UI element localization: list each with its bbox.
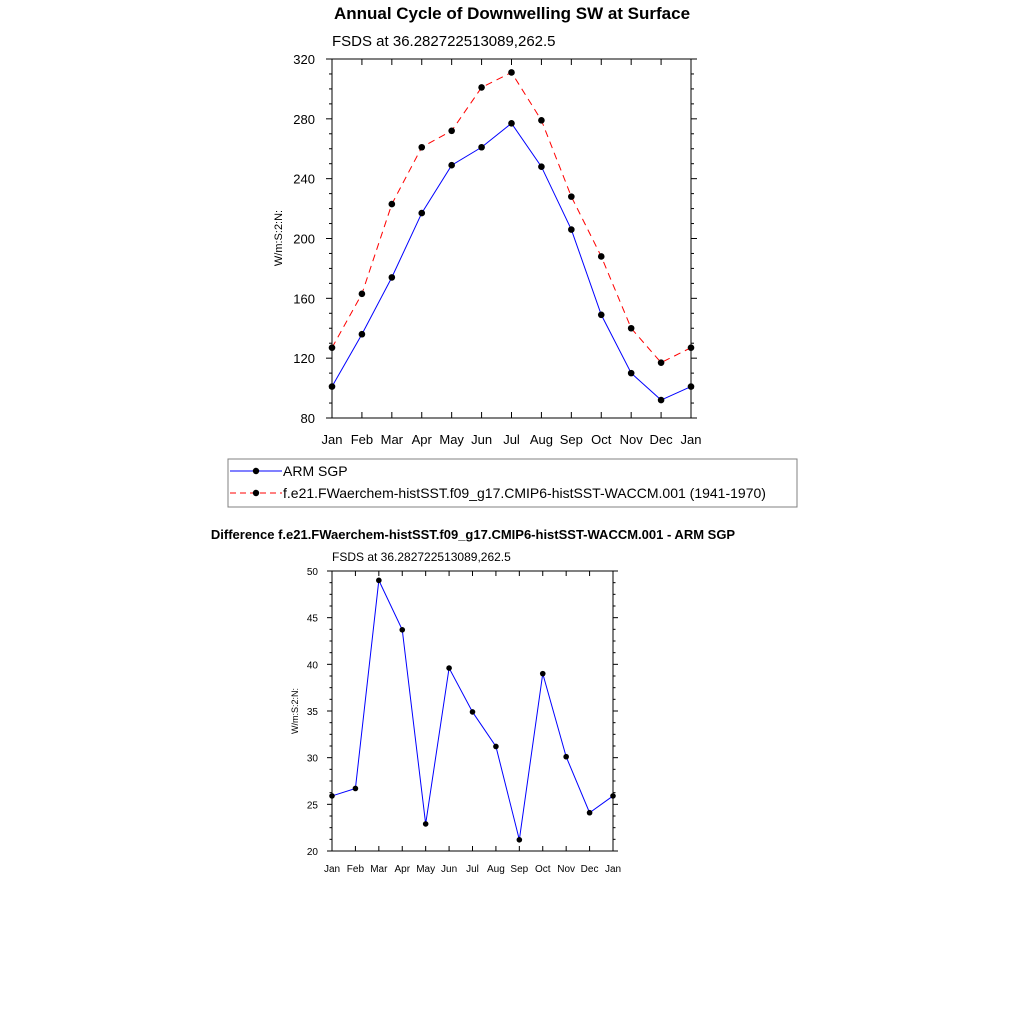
- top-series-0-point: [478, 144, 485, 151]
- top-series-1-point: [448, 128, 455, 135]
- top-plot-area: [293, 52, 701, 447]
- bottom-ytick-label: 20: [306, 847, 318, 858]
- top-xtick-label: Nov: [619, 432, 643, 447]
- bottom-series-0-point: [470, 709, 476, 715]
- top-series-1-point: [508, 69, 515, 76]
- top-chart-subtitle: FSDS at 36.282722513089,262.5: [332, 33, 556, 50]
- bottom-series-0-point: [540, 671, 546, 677]
- bottom-xtick-label: May: [416, 864, 436, 875]
- top-series-0-point: [359, 331, 366, 338]
- bottom-ytick-label: 45: [306, 613, 318, 625]
- top-series-0-point: [538, 163, 545, 170]
- legend-label-arm-sgp: ARM SGP: [283, 463, 348, 479]
- bottom-xtick-label: Mar: [370, 864, 388, 875]
- legend-label-model: f.e21.FWaerchem-histSST.f09_g17.CMIP6-histSST-WACCM.001 (1941-1970): [283, 485, 766, 501]
- bottom-series-0-point: [446, 665, 452, 671]
- top-series-0-point: [658, 397, 665, 404]
- top-xtick-label: May: [439, 432, 464, 447]
- bottom-series-0-point: [399, 627, 405, 633]
- top-xtick-label: Apr: [411, 432, 432, 447]
- bottom-ytick-label: 25: [306, 800, 318, 812]
- top-series-1-point: [418, 144, 425, 151]
- bottom-xtick-label: Feb: [346, 864, 365, 875]
- top-series-1-point: [688, 344, 695, 351]
- bottom-series-0-point: [423, 821, 429, 827]
- top-xtick-label: Jun: [471, 432, 493, 447]
- bottom-series-0-point: [493, 744, 499, 750]
- bottom-series-0-point: [610, 793, 616, 799]
- top-series-0-point: [389, 274, 396, 281]
- bottom-chart-title: Difference f.e21.FWaerchem-histSST.f09_g17.CMIP6-histSST-WACCM.001 - ARM SGP: [210, 527, 736, 542]
- top-series-0-point: [628, 370, 635, 377]
- top-xtick-label: Oct: [591, 432, 612, 447]
- top-series-0-point: [508, 120, 515, 127]
- top-ytick-label: 160: [293, 291, 315, 307]
- top-xtick-label: Mar: [380, 432, 404, 447]
- bottom-xtick-label: Jul: [466, 864, 479, 875]
- top-xtick-label: Feb: [350, 432, 374, 447]
- top-series-1-point: [628, 325, 635, 332]
- bottom-xtick-label: Jun: [441, 864, 458, 875]
- bottom-ytick-label: 50: [306, 567, 318, 578]
- top-ytick-label: 80: [300, 411, 315, 426]
- bottom-ytick-label: 40: [306, 660, 318, 672]
- top-chart-title: Annual Cycle of Downwelling SW at Surface: [333, 4, 691, 23]
- bottom-series-0-point: [587, 810, 593, 816]
- top-series-0-point: [448, 162, 455, 169]
- top-series-0-point: [688, 383, 695, 390]
- bottom-chart-ylabel: W/m:S:2:N:: [290, 687, 300, 735]
- top-xtick-label: Aug: [529, 432, 553, 447]
- legend: [228, 459, 797, 507]
- bottom-xtick-label: Apr: [394, 864, 411, 875]
- top-ytick-label: 320: [293, 52, 315, 67]
- bottom-series-0-point: [517, 837, 523, 843]
- top-chart-ylabel: W/m:S:2:N:: [273, 209, 285, 267]
- bottom-xtick-label: Oct: [534, 864, 551, 875]
- top-series-0-point: [568, 226, 575, 233]
- bottom-xtick-label: Jan: [604, 864, 622, 875]
- legend-marker-model: [253, 490, 259, 496]
- top-xtick-label: Dec: [649, 432, 673, 447]
- top-ytick-label: 120: [293, 351, 315, 367]
- bottom-xtick-label: Aug: [487, 864, 505, 875]
- top-xtick-label: Jan: [321, 432, 343, 447]
- bottom-ytick-label: 30: [306, 753, 318, 765]
- bottom-series-0-point: [329, 793, 335, 799]
- bottom-xtick-label: Dec: [580, 864, 599, 875]
- bottom-xtick-label: Jan: [323, 864, 341, 875]
- bottom-plot-area: [307, 567, 621, 875]
- top-ytick-label: 280: [293, 111, 315, 127]
- top-series-0-point: [418, 210, 425, 217]
- top-series-1-point: [568, 193, 575, 200]
- top-series-1-point: [359, 291, 366, 298]
- top-frame: [332, 59, 691, 418]
- top-series-line-0: [332, 123, 691, 400]
- top-series-1-point: [598, 253, 605, 260]
- top-series-1-point: [658, 359, 665, 366]
- top-series-1-point: [478, 84, 485, 91]
- top-xtick-label: Jan: [680, 432, 702, 447]
- top-series-0-point: [598, 311, 605, 318]
- bottom-series-0-point: [376, 578, 382, 584]
- top-xtick-label: Sep: [559, 432, 583, 447]
- bottom-series-0-point: [353, 786, 359, 792]
- legend-marker-arm-sgp: [253, 468, 259, 474]
- top-series-1-point: [389, 201, 396, 208]
- top-ytick-label: 240: [293, 171, 315, 187]
- top-series-line-1: [332, 72, 691, 362]
- top-series-0-point: [329, 383, 336, 390]
- top-series-1-point: [329, 344, 336, 351]
- top-ytick-label: 200: [293, 231, 315, 247]
- top-xtick-label: Jul: [503, 432, 520, 447]
- bottom-series-0-point: [563, 754, 569, 760]
- bottom-xtick-label: Sep: [510, 864, 529, 875]
- top-series-1-point: [538, 117, 545, 124]
- bottom-chart-subtitle: FSDS at 36.282722513089,262.5: [332, 550, 511, 564]
- bottom-ytick-label: 35: [306, 707, 318, 718]
- bottom-xtick-label: Nov: [557, 864, 576, 875]
